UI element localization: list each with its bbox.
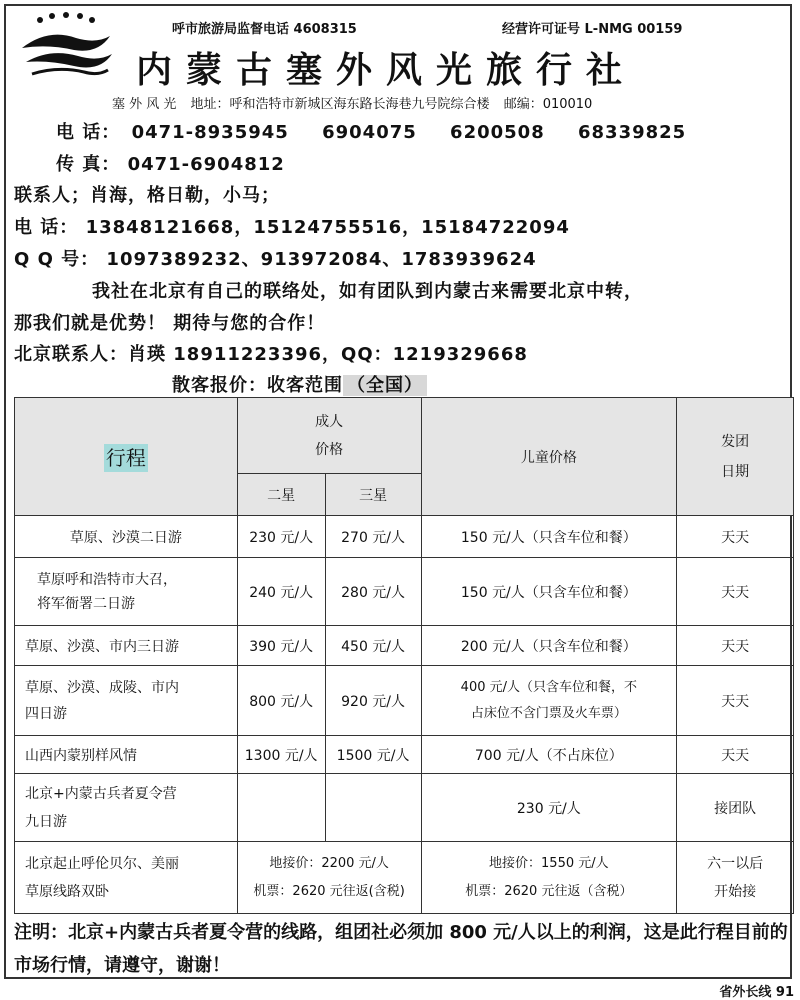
three-star-price: 450 元/人 xyxy=(325,626,421,666)
quote-title-line xyxy=(172,371,427,397)
child-price: 地接价：1550 元/人 机票：2620 元往返（含税） xyxy=(421,842,677,914)
table-row xyxy=(15,842,794,914)
quote-scope: （全国） xyxy=(343,375,427,396)
address-text: 地址：呼和浩特市新城区海东路长海巷九号院综合楼 xyxy=(190,97,490,112)
license-number: 经营许可证号 L-NMG 00159 xyxy=(502,22,683,37)
phone-label: 电 话： xyxy=(56,122,121,143)
departure-date: 天天 xyxy=(677,666,794,736)
child-price: 400 元/人（只含车位和餐，不 占床位不含门票及火车票） xyxy=(421,666,677,736)
child-price: 150 元/人（只含车位和餐） xyxy=(421,516,677,558)
phone-number: 6200508 xyxy=(450,122,545,143)
phone-number: 6904075 xyxy=(322,122,417,143)
header-itinerary xyxy=(15,398,238,516)
departure-date: 天天 xyxy=(677,736,794,774)
header-departure-date: 发团 日期 xyxy=(677,398,794,516)
child-price: 700 元/人（不占床位） xyxy=(421,736,677,774)
fax-label: 传 真： xyxy=(56,154,121,175)
phone-number: 68339825 xyxy=(578,122,687,143)
page-footer: 省外长线 91 xyxy=(719,985,794,1000)
contact-persons: 联系人；肖海，格日勒，小马； xyxy=(14,185,280,206)
route-name: 山西内蒙别样风情 xyxy=(15,736,238,774)
agency-logo-icon xyxy=(18,10,114,80)
agency-name: 内蒙古塞外风光旅行社 xyxy=(136,49,637,91)
three-star-price: 920 元/人 xyxy=(325,666,421,736)
table-row xyxy=(15,558,794,626)
header-three-star: 三星 xyxy=(325,474,421,516)
two-star-price: 390 元/人 xyxy=(237,626,325,666)
route-name: 北京起止呼伦贝尔、美丽 草原线路双卧 xyxy=(15,842,238,914)
table-row xyxy=(15,626,794,666)
route-name: 草原、沙漠、成陵、市内 四日游 xyxy=(15,666,238,736)
departure-date: 六一以后 开始接 xyxy=(677,842,794,914)
three-star-price: 270 元/人 xyxy=(325,516,421,558)
departure-date: 天天 xyxy=(677,558,794,626)
mobile-line xyxy=(14,213,570,239)
child-price: 150 元/人（只含车位和餐） xyxy=(421,558,677,626)
table-row xyxy=(15,516,794,558)
two-star-price: 230 元/人 xyxy=(237,516,325,558)
adult-merged-price: 地接价：2200 元/人 机票：2620 元往返(含税) xyxy=(237,842,421,914)
address-line xyxy=(112,93,602,112)
note-text: 注明：北京+内蒙古兵者夏令营的线路，组团社必须加 800 元/人以上的利润，这是此行程目前的市场行情，请遵守，谢谢！ xyxy=(14,922,788,976)
table-row xyxy=(15,666,794,736)
qq-label: Q Q 号： xyxy=(14,249,100,270)
three-star-price: 1500 元/人 xyxy=(325,736,421,774)
postal-code: 邮编：010010 xyxy=(503,97,593,112)
fax-line xyxy=(56,150,285,176)
route-name: 北京+内蒙古兵者夏令营 九日游 xyxy=(15,774,238,842)
intro-line-1: 我社在北京有自己的联络处，如有团队到内蒙古来需要北京中转， xyxy=(92,281,643,302)
price-table xyxy=(14,397,794,914)
header-child-price: 儿童价格 xyxy=(421,398,677,516)
two-star-price: 240 元/人 xyxy=(237,558,325,626)
route-name: 草原、沙漠、市内三日游 xyxy=(15,626,238,666)
child-price: 230 元/人 xyxy=(421,774,677,842)
fax-number: 0471-6904812 xyxy=(127,154,285,175)
route-name: 草原、沙漠二日游 xyxy=(15,516,238,558)
departure-date: 天天 xyxy=(677,626,794,666)
three-star-price xyxy=(325,774,421,842)
phone-line xyxy=(56,118,712,144)
supervision-phone: 呼市旅游局监督电话 4608315 xyxy=(172,22,357,37)
table-row xyxy=(15,736,794,774)
mobile-numbers: 13848121668，15124755516，15184722094 xyxy=(85,217,570,238)
departure-date: 天天 xyxy=(677,516,794,558)
three-star-price: 280 元/人 xyxy=(325,558,421,626)
two-star-price: 1300 元/人 xyxy=(237,736,325,774)
route-name: 草原呼和浩特市大召， 将军衙署二日游 xyxy=(15,558,238,626)
child-price: 200 元/人（只含车位和餐） xyxy=(421,626,677,666)
header-two-star: 二星 xyxy=(237,474,325,516)
mobile-label: 电 话： xyxy=(14,217,79,238)
departure-date: 接团队 xyxy=(677,774,794,842)
header-adult-price: 成人 价格 xyxy=(237,398,421,474)
itinerary-label: 行程 xyxy=(105,446,146,470)
beijing-contact: 北京联系人：肖瑛 18911223396，QQ：1219329668 xyxy=(14,344,528,365)
two-star-price xyxy=(237,774,325,842)
phone-number: 0471-8935945 xyxy=(131,122,289,143)
quote-title: 散客报价：收客范围 xyxy=(172,375,343,396)
qq-numbers: 1097389232、913972084、1783939624 xyxy=(106,249,537,270)
address-brand: 塞 外 风 光 xyxy=(112,97,177,112)
two-star-price: 800 元/人 xyxy=(237,666,325,736)
intro-line-2: 那我们就是优势！ 期待与您的合作！ xyxy=(14,313,326,334)
qq-line xyxy=(14,245,537,271)
table-row xyxy=(15,774,794,842)
